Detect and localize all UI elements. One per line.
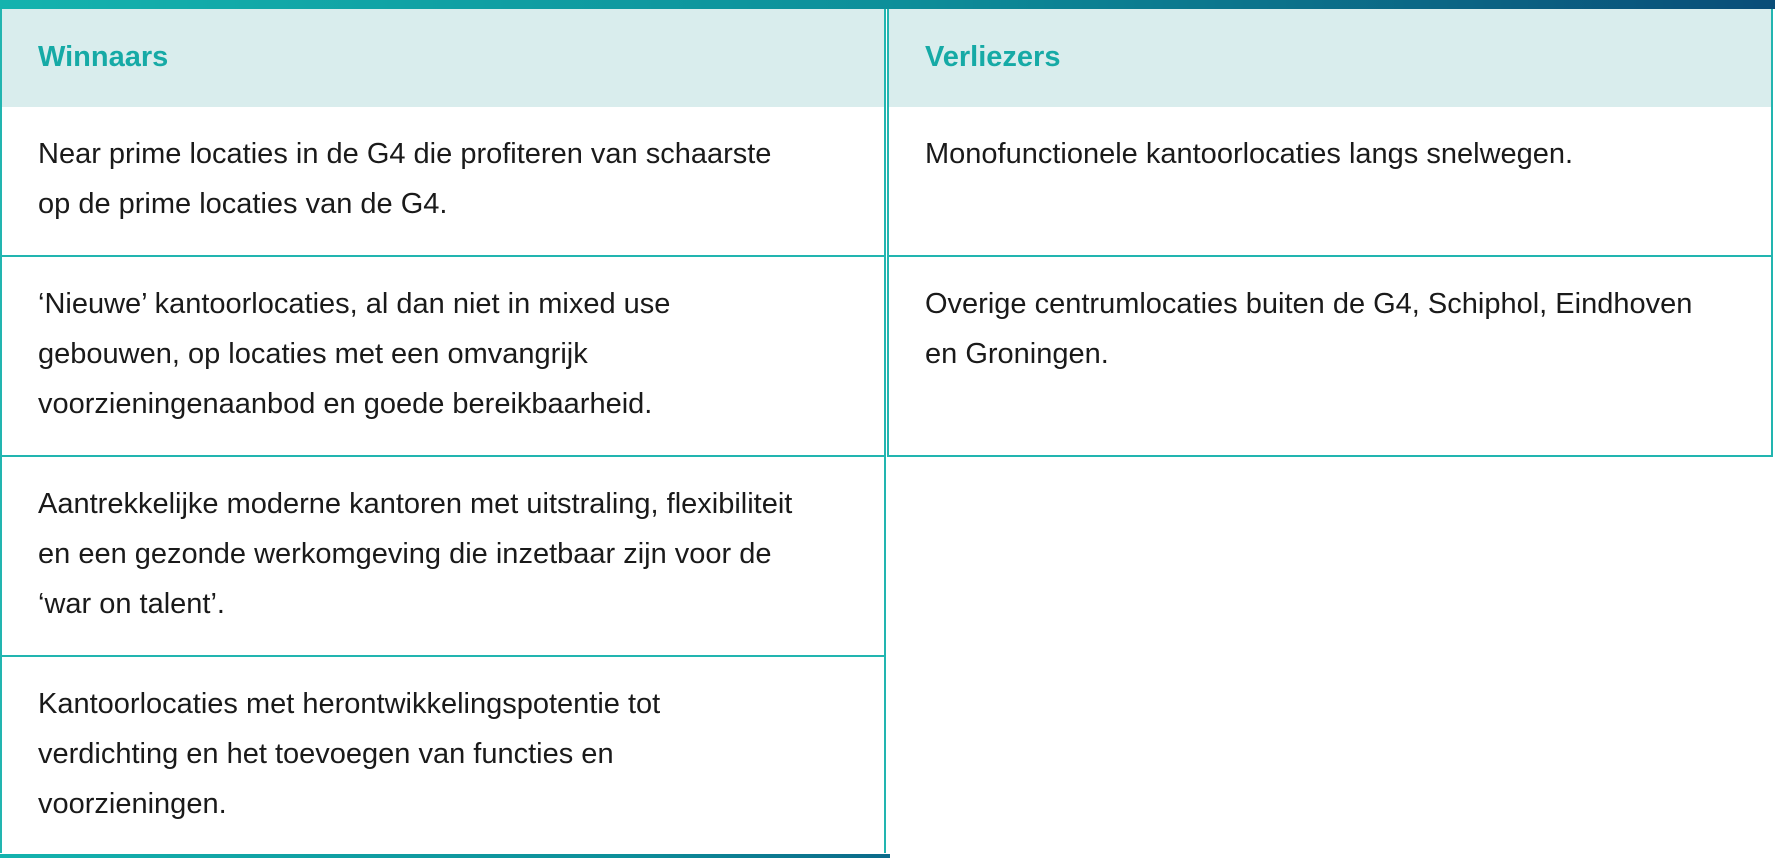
winners-header: Winnaars: [0, 9, 886, 107]
winners-row: Aantrekkelijke moderne kantoren met uitstraling, flexibiliteit en een gezonde werkomgeving die inzetbaar zijn voor de ‘war on talent’.: [0, 457, 886, 657]
winners-column: [0, 9, 886, 853]
bottom-accent-bar: [0, 854, 890, 858]
losers-row: Monofunctionele kantoorlocaties langs snelwegen.: [887, 107, 1773, 257]
losers-row: Overige centrumlocaties buiten de G4, Schiphol, Eindhoven en Groningen.: [887, 257, 1773, 457]
winners-row: ‘Nieuwe’ kantoorlocaties, al dan niet in mixed use gebouwen, op locaties met een omvangrijk voorzieningenaanbod en goede bereikbaarheid.: [0, 257, 886, 457]
winners-row: Near prime locaties in de G4 die profiteren van schaarste op de prime locaties van de G4.: [0, 107, 886, 257]
top-accent-bar: [0, 0, 1775, 9]
losers-column: [887, 9, 1773, 457]
losers-header: Verliezers: [887, 9, 1773, 107]
winners-row: Kantoorlocaties met herontwikkelingspotentie tot verdichting en het toevoegen van functies en voorzieningen.: [0, 657, 886, 853]
